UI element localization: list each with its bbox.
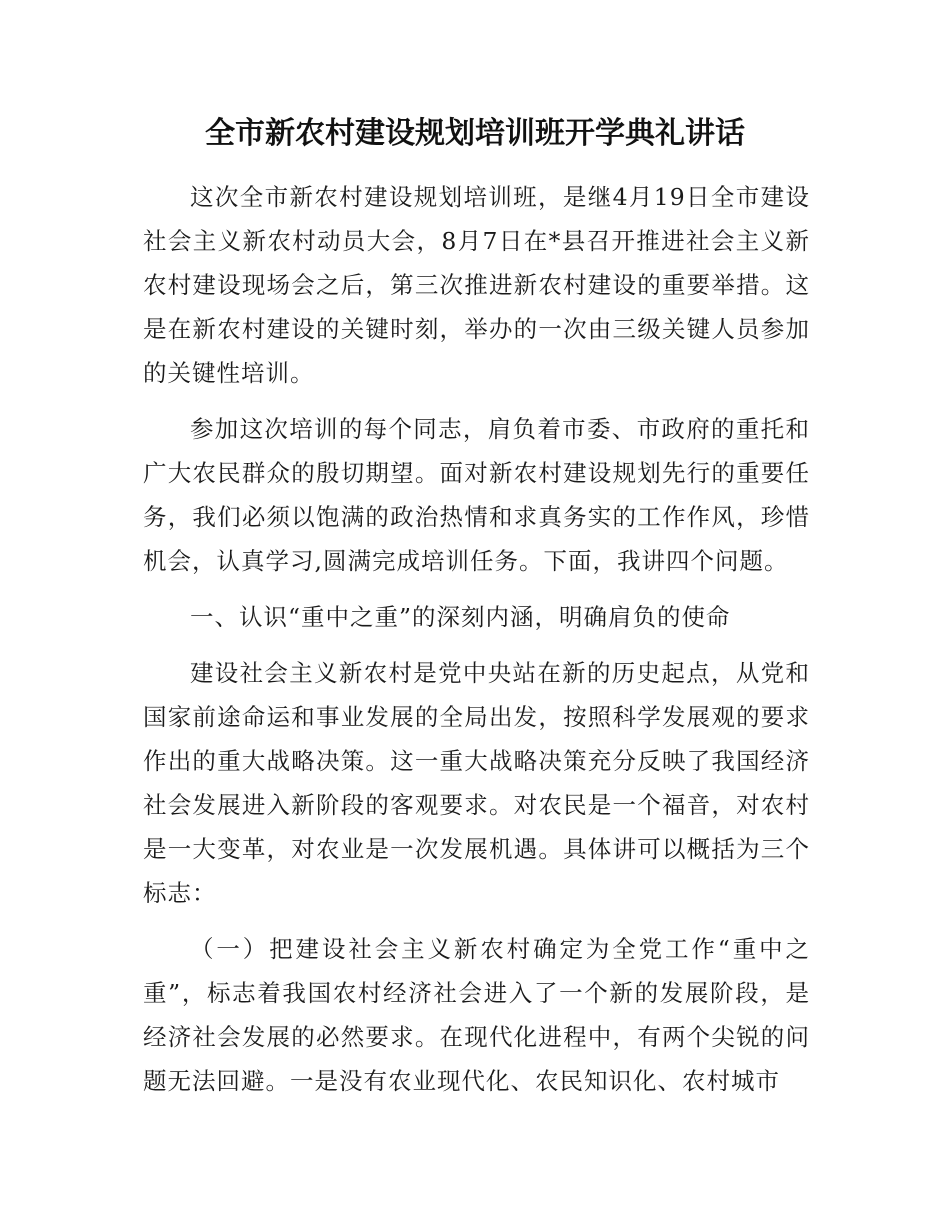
paragraph-point-1: （一）把建设社会主义新农村确定为全党工作“重中之重”，标志着我国农村经济社会进入了一个新的发展阶段，是经济社会发展的必然要求。在现代化进程中，有两个尖锐的问题无法回避。一是没有农业现代化、农民知识化、农村城市 (143, 935, 810, 1095)
section-heading-1: 一、认识“重中之重”的深刻内涵，明确肩负的使命 (190, 603, 731, 631)
document-body (143, 175, 810, 1115)
paragraph-purpose: 参加这次培训的每个同志，肩负着市委、市政府的重托和广大农民群众的殷切期望。面对新农村建设规划先行的重要任务，我们必须以饱满的政治热情和求真务实的工作作风，珍惜机会，认真学习,圆满完成培训任务。下面，我讲四个问题。 (143, 415, 810, 575)
document-title: 全市新农村建设规划培训班开学典礼讲话 (205, 116, 745, 151)
paragraph-strategy: 建设社会主义新农村是党中央站在新的历史起点，从党和国家前途命运和事业发展的全局出发，按照科学发展观的要求作出的重大战略决策。这一重大战略决策充分反映了我国经济社会发展进入新阶段的客观要求。对农民是一个福音，对农村是一大变革，对农业是一次发展机遇。具体讲可以概括为三个标志： (143, 659, 810, 907)
paragraph-intro: 这次全市新农村建设规划培训班，是继4月19日全市建设社会主义新农村动员大会，8月7日在*县召开推进社会主义新农村建设现场会之后，第三次推进新农村建设的重要举措。这是在新农村建设的关键时刻，举办的一次由三级关键人员参加的关键性培训。 (143, 183, 810, 387)
